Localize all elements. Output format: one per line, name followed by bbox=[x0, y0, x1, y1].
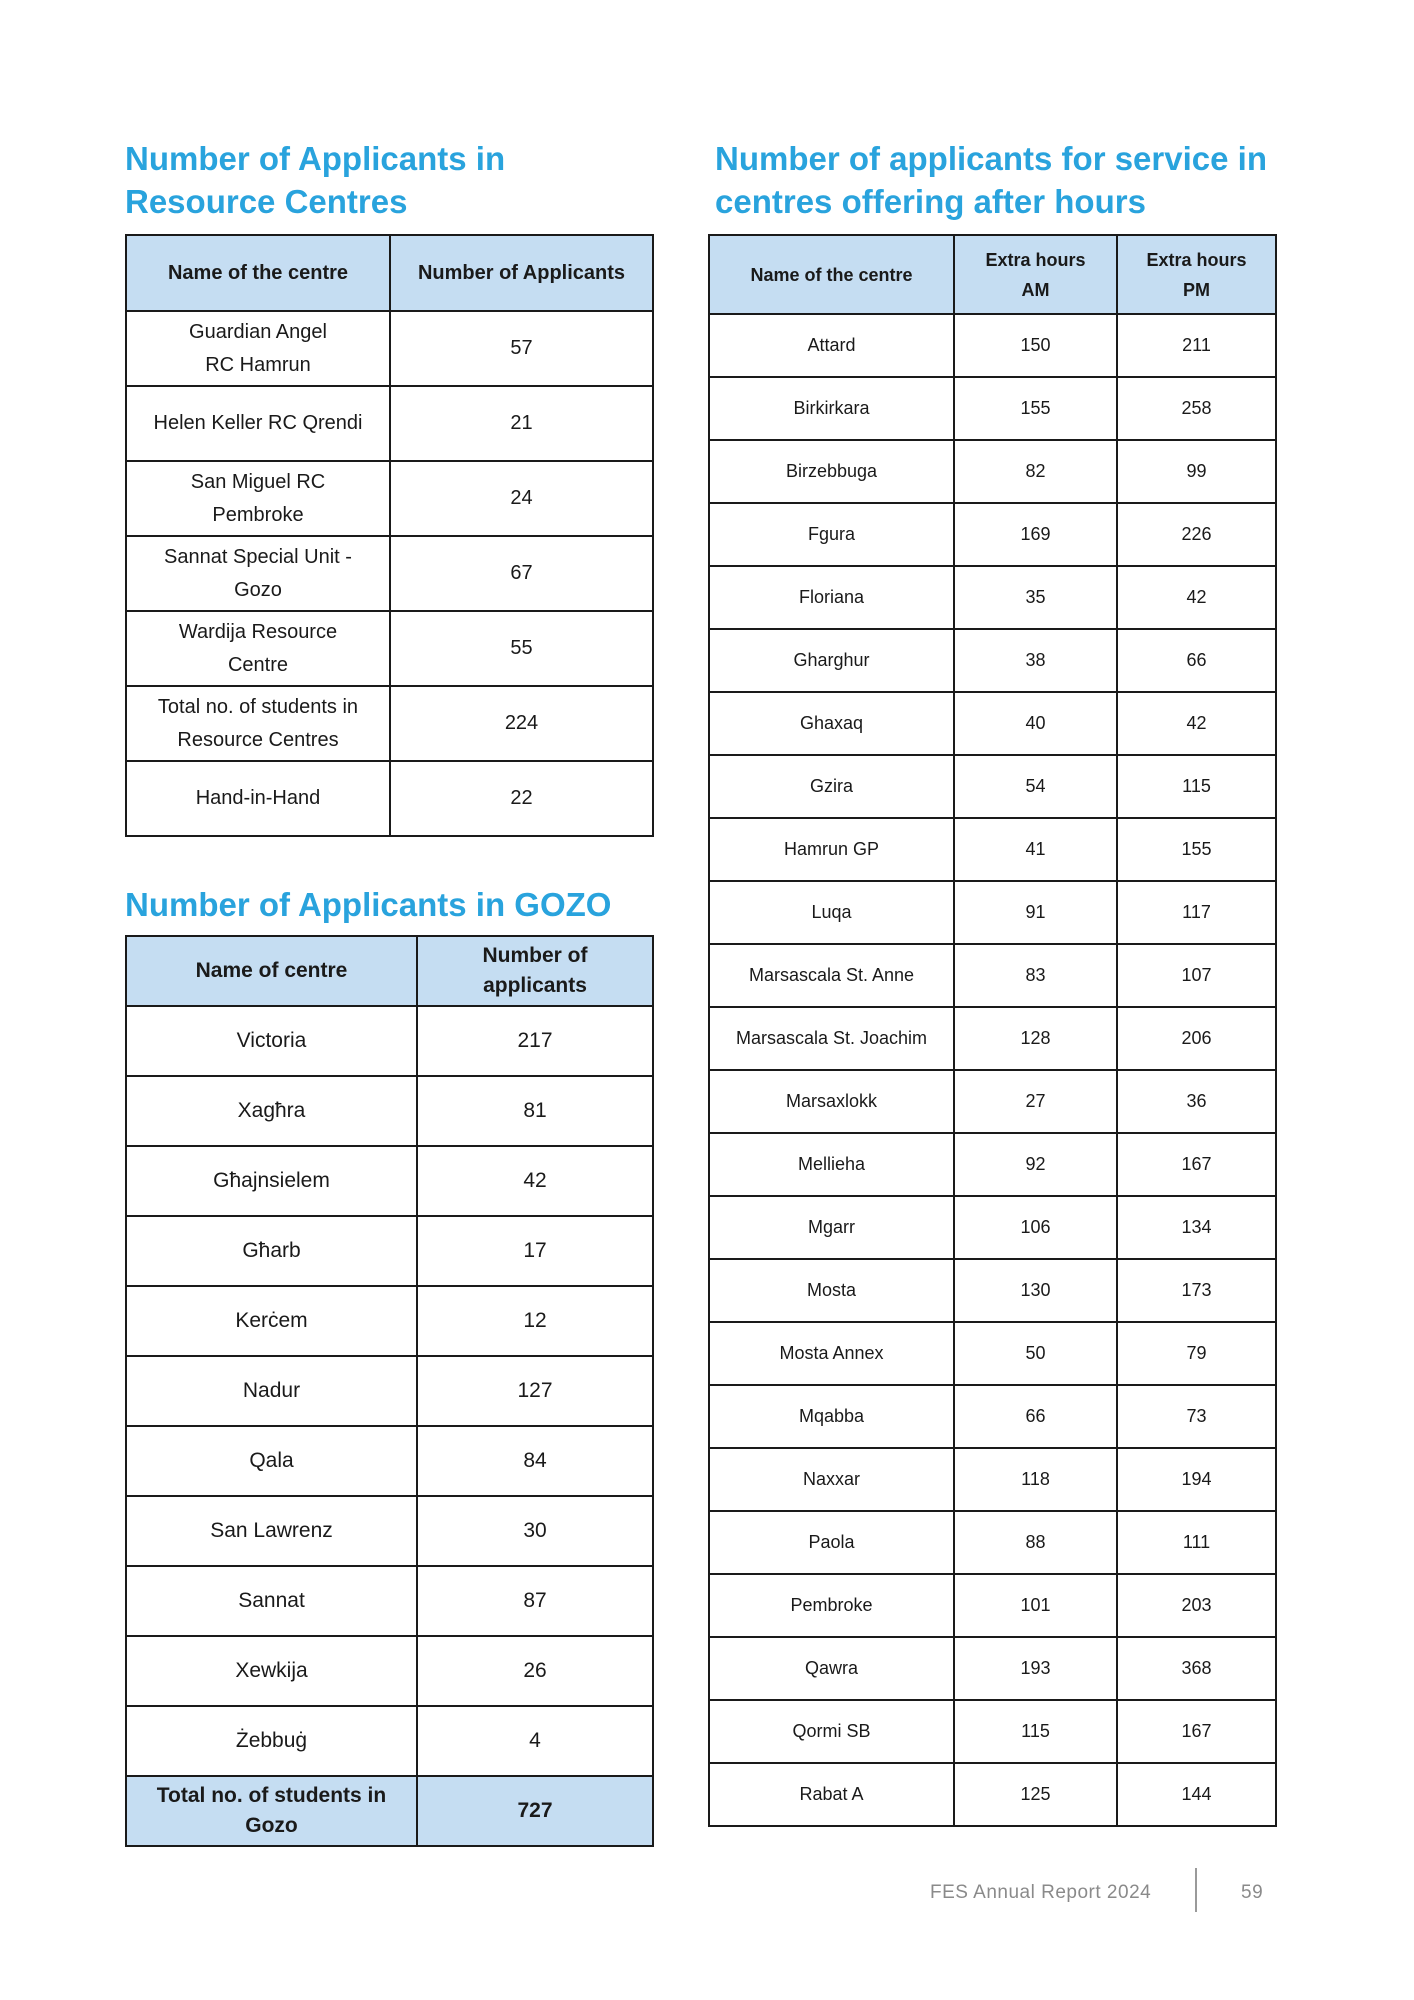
centre-name-cell: Hamrun GP bbox=[709, 818, 954, 881]
table-row bbox=[709, 1448, 1276, 1511]
table-row bbox=[709, 1322, 1276, 1385]
table-row bbox=[126, 1006, 653, 1076]
extra-hours-am-cell: 27 bbox=[954, 1070, 1117, 1133]
footer-report-title: FES Annual Report 2024 bbox=[930, 1882, 1152, 1903]
centre-name-cell: Marsascala St. Joachim bbox=[709, 1007, 954, 1070]
table-row bbox=[709, 1700, 1276, 1763]
applicants-cell: 57 bbox=[390, 311, 653, 386]
centre-name-cell: Mgarr bbox=[709, 1196, 954, 1259]
extra-hours-am-cell: 35 bbox=[954, 566, 1117, 629]
column-header bbox=[954, 235, 1117, 314]
extra-hours-am-cell: 66 bbox=[954, 1385, 1117, 1448]
table-header-row bbox=[126, 936, 653, 1006]
applicants-cell: 224 bbox=[390, 686, 653, 761]
centre-name-cell: Hand-in-Hand bbox=[126, 761, 390, 836]
centre-name-cell: Xagħra bbox=[126, 1076, 417, 1146]
extra-hours-pm-cell: 144 bbox=[1117, 1763, 1276, 1826]
table-row bbox=[126, 311, 653, 386]
centre-name-cell: Mellieha bbox=[709, 1133, 954, 1196]
table-row bbox=[126, 1216, 653, 1286]
extra-hours-pm-cell: 117 bbox=[1117, 881, 1276, 944]
column-header: Name of the centre bbox=[126, 235, 390, 311]
extra-hours-pm-cell: 107 bbox=[1117, 944, 1276, 1007]
centre-name-cell: Naxxar bbox=[709, 1448, 954, 1511]
centre-name-cell: Mqabba bbox=[709, 1385, 954, 1448]
centre-name: Total no. of students in Resource Centres bbox=[157, 695, 359, 751]
table-row bbox=[709, 1511, 1276, 1574]
total-label: Total no. of students in Gozo bbox=[156, 1784, 387, 1837]
extra-hours-am-cell: 82 bbox=[954, 440, 1117, 503]
table-row bbox=[709, 881, 1276, 944]
extra-hours-am-cell: 41 bbox=[954, 818, 1117, 881]
centre-name-cell: Marsascala St. Anne bbox=[709, 944, 954, 1007]
extra-hours-am-cell: 169 bbox=[954, 503, 1117, 566]
table-row bbox=[126, 761, 653, 836]
centre-name-cell: Qala bbox=[126, 1426, 417, 1496]
table-row bbox=[709, 1574, 1276, 1637]
extra-hours-am-cell: 128 bbox=[954, 1007, 1117, 1070]
extra-hours-am-cell: 193 bbox=[954, 1637, 1117, 1700]
extra-hours-am-cell: 50 bbox=[954, 1322, 1117, 1385]
table-row bbox=[709, 1007, 1276, 1070]
column-header: Name of the centre bbox=[709, 235, 954, 314]
extra-hours-pm-cell: 206 bbox=[1117, 1007, 1276, 1070]
extra-hours-pm-cell: 134 bbox=[1117, 1196, 1276, 1259]
centre-name-cell: Qawra bbox=[709, 1637, 954, 1700]
centre-name: Sannat Special Unit - Gozo bbox=[164, 545, 352, 601]
table-row bbox=[126, 386, 653, 461]
extra-hours-am-cell: 91 bbox=[954, 881, 1117, 944]
extra-hours-pm-cell: 167 bbox=[1117, 1700, 1276, 1763]
gozo-title: Number of Applicants in GOZO bbox=[125, 886, 612, 923]
extra-hours-am-cell: 106 bbox=[954, 1196, 1117, 1259]
applicants-cell: 87 bbox=[417, 1566, 653, 1636]
table-row bbox=[126, 461, 653, 536]
centre-name-cell bbox=[126, 311, 390, 386]
column-header-label: Extra hours PM bbox=[1146, 249, 1247, 300]
after-hours-table bbox=[708, 234, 1277, 1827]
table-row bbox=[126, 1286, 653, 1356]
centre-name-cell: Nadur bbox=[126, 1356, 417, 1426]
extra-hours-pm-cell: 111 bbox=[1117, 1511, 1276, 1574]
centre-name-cell: Luqa bbox=[709, 881, 954, 944]
centre-name-cell: Sannat bbox=[126, 1566, 417, 1636]
extra-hours-am-cell: 38 bbox=[954, 629, 1117, 692]
centre-name-cell: Gzira bbox=[709, 755, 954, 818]
table-row bbox=[709, 314, 1276, 377]
centre-name-cell: Marsaxlokk bbox=[709, 1070, 954, 1133]
page-number: 59 bbox=[1241, 1882, 1264, 1903]
centre-name-cell: Floriana bbox=[709, 566, 954, 629]
extra-hours-am-cell: 92 bbox=[954, 1133, 1117, 1196]
table-row bbox=[709, 377, 1276, 440]
extra-hours-pm-cell: 42 bbox=[1117, 566, 1276, 629]
centre-name-cell: Għajnsielem bbox=[126, 1146, 417, 1216]
applicants-cell: 81 bbox=[417, 1076, 653, 1146]
table-row bbox=[126, 686, 653, 761]
extra-hours-pm-cell: 36 bbox=[1117, 1070, 1276, 1133]
centre-name-cell: Żebbuġ bbox=[126, 1706, 417, 1776]
table-row bbox=[709, 944, 1276, 1007]
centre-name-cell: Helen Keller RC Qrendi bbox=[126, 386, 390, 461]
column-header: Name of centre bbox=[126, 936, 417, 1006]
table-row bbox=[709, 1070, 1276, 1133]
applicants-cell: 24 bbox=[390, 461, 653, 536]
footer-divider bbox=[1195, 1868, 1197, 1912]
table-header-row bbox=[709, 235, 1276, 314]
applicants-cell: 26 bbox=[417, 1636, 653, 1706]
centre-name-cell bbox=[126, 611, 390, 686]
column-header-label: Number of applicants bbox=[482, 944, 588, 997]
applicants-cell: 21 bbox=[390, 386, 653, 461]
extra-hours-am-cell: 54 bbox=[954, 755, 1117, 818]
applicants-cell: 42 bbox=[417, 1146, 653, 1216]
centre-name-cell: Għarb bbox=[126, 1216, 417, 1286]
applicants-cell: 127 bbox=[417, 1356, 653, 1426]
extra-hours-pm-cell: 173 bbox=[1117, 1259, 1276, 1322]
after-hours-title: Number of applicants for service in centres offering after hours bbox=[715, 140, 1267, 220]
extra-hours-pm-cell: 155 bbox=[1117, 818, 1276, 881]
extra-hours-pm-cell: 203 bbox=[1117, 1574, 1276, 1637]
extra-hours-pm-cell: 194 bbox=[1117, 1448, 1276, 1511]
extra-hours-pm-cell: 258 bbox=[1117, 377, 1276, 440]
table-header-row bbox=[126, 235, 653, 311]
table-row bbox=[709, 1385, 1276, 1448]
extra-hours-am-cell: 83 bbox=[954, 944, 1117, 1007]
resource-centres-table bbox=[125, 234, 654, 837]
table-row bbox=[126, 1566, 653, 1636]
extra-hours-pm-cell: 73 bbox=[1117, 1385, 1276, 1448]
total-label-cell bbox=[126, 1776, 417, 1846]
gozo-table bbox=[125, 935, 654, 1847]
table-total-row bbox=[126, 1776, 653, 1846]
extra-hours-am-cell: 40 bbox=[954, 692, 1117, 755]
centre-name-cell: Qormi SB bbox=[709, 1700, 954, 1763]
table-row bbox=[126, 1496, 653, 1566]
applicants-cell: 22 bbox=[390, 761, 653, 836]
extra-hours-am-cell: 125 bbox=[954, 1763, 1117, 1826]
table-row bbox=[709, 1763, 1276, 1826]
applicants-cell: 12 bbox=[417, 1286, 653, 1356]
column-header bbox=[417, 936, 653, 1006]
table-row bbox=[709, 818, 1276, 881]
extra-hours-pm-cell: 226 bbox=[1117, 503, 1276, 566]
applicants-cell: 217 bbox=[417, 1006, 653, 1076]
centre-name-cell: Victoria bbox=[126, 1006, 417, 1076]
centre-name-cell bbox=[126, 686, 390, 761]
table-row bbox=[126, 1356, 653, 1426]
centre-name: San Miguel RC Pembroke bbox=[190, 470, 326, 526]
table-row bbox=[709, 629, 1276, 692]
table-row bbox=[709, 566, 1276, 629]
applicants-cell: 17 bbox=[417, 1216, 653, 1286]
table-row bbox=[709, 755, 1276, 818]
centre-name-cell: Rabat A bbox=[709, 1763, 954, 1826]
extra-hours-pm-cell: 368 bbox=[1117, 1637, 1276, 1700]
extra-hours-am-cell: 155 bbox=[954, 377, 1117, 440]
table-row bbox=[709, 440, 1276, 503]
centre-name-cell bbox=[126, 461, 390, 536]
table-row bbox=[126, 536, 653, 611]
column-header: Number of Applicants bbox=[390, 235, 653, 311]
centre-name-cell: Fgura bbox=[709, 503, 954, 566]
applicants-cell: 55 bbox=[390, 611, 653, 686]
centre-name-cell: Kerċem bbox=[126, 1286, 417, 1356]
extra-hours-am-cell: 88 bbox=[954, 1511, 1117, 1574]
centre-name-cell: Mosta Annex bbox=[709, 1322, 954, 1385]
centre-name-cell: Xewkija bbox=[126, 1636, 417, 1706]
extra-hours-pm-cell: 167 bbox=[1117, 1133, 1276, 1196]
centre-name: Guardian Angel RC Hamrun bbox=[189, 320, 327, 376]
column-header-label: Extra hours AM bbox=[985, 249, 1086, 300]
centre-name-cell: Attard bbox=[709, 314, 954, 377]
table-row bbox=[709, 1637, 1276, 1700]
extra-hours-am-cell: 118 bbox=[954, 1448, 1117, 1511]
applicants-cell: 84 bbox=[417, 1426, 653, 1496]
table-row bbox=[126, 1146, 653, 1216]
table-row bbox=[126, 1636, 653, 1706]
centre-name-cell: Mosta bbox=[709, 1259, 954, 1322]
extra-hours-am-cell: 115 bbox=[954, 1700, 1117, 1763]
applicants-cell: 67 bbox=[390, 536, 653, 611]
table-row bbox=[709, 1259, 1276, 1322]
extra-hours-pm-cell: 115 bbox=[1117, 755, 1276, 818]
table-row bbox=[126, 611, 653, 686]
centre-name-cell bbox=[126, 536, 390, 611]
extra-hours-pm-cell: 79 bbox=[1117, 1322, 1276, 1385]
table-row bbox=[126, 1706, 653, 1776]
table-row bbox=[709, 1133, 1276, 1196]
table-row bbox=[709, 1196, 1276, 1259]
column-header bbox=[1117, 235, 1276, 314]
applicants-cell: 30 bbox=[417, 1496, 653, 1566]
centre-name-cell: Birkirkara bbox=[709, 377, 954, 440]
table-row bbox=[126, 1426, 653, 1496]
extra-hours-pm-cell: 66 bbox=[1117, 629, 1276, 692]
extra-hours-am-cell: 150 bbox=[954, 314, 1117, 377]
table-row bbox=[709, 692, 1276, 755]
extra-hours-pm-cell: 99 bbox=[1117, 440, 1276, 503]
centre-name-cell: San Lawrenz bbox=[126, 1496, 417, 1566]
extra-hours-am-cell: 101 bbox=[954, 1574, 1117, 1637]
centre-name-cell: Ghaxaq bbox=[709, 692, 954, 755]
centre-name: Wardija Resource Centre bbox=[178, 620, 338, 676]
centre-name-cell: Birzebbuga bbox=[709, 440, 954, 503]
centre-name-cell: Paola bbox=[709, 1511, 954, 1574]
total-value-cell: 727 bbox=[417, 1776, 653, 1846]
table-row bbox=[709, 503, 1276, 566]
applicants-cell: 4 bbox=[417, 1706, 653, 1776]
extra-hours-pm-cell: 211 bbox=[1117, 314, 1276, 377]
extra-hours-pm-cell: 42 bbox=[1117, 692, 1276, 755]
resource-centres-title: Number of Applicants in Resource Centres bbox=[125, 140, 506, 220]
centre-name-cell: Gharghur bbox=[709, 629, 954, 692]
extra-hours-am-cell: 130 bbox=[954, 1259, 1117, 1322]
table-row bbox=[126, 1076, 653, 1146]
centre-name-cell: Pembroke bbox=[709, 1574, 954, 1637]
